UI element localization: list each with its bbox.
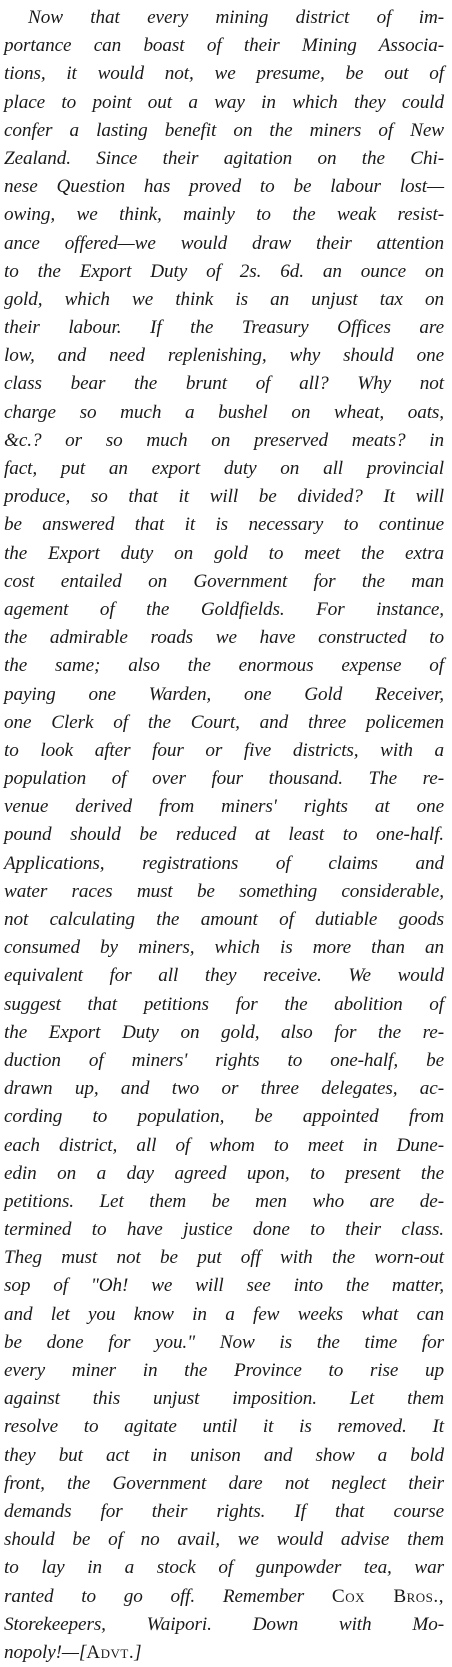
text-line: they but act in unison and show a bold (4, 1444, 444, 1466)
text-line: Zealand. Since their agitation on the Chi- (4, 147, 444, 169)
text-line: place to point out a way in which they could (4, 91, 444, 113)
text-line: nese Question has proved to be labour lost— (4, 176, 444, 198)
text-line: confer a lasting benefit on the miners of New (4, 119, 444, 141)
text-line: paying one Warden, one Gold Receiver, (4, 683, 444, 705)
advt-label: Advt. (86, 1641, 135, 1663)
text-line: termined to have justice done to their class. (4, 1219, 444, 1241)
text-line: demands for their rights. If that course (4, 1500, 444, 1522)
text-line: Now that every mining district of im- (28, 7, 444, 28)
text-line: water races must be something considerable, (4, 880, 444, 902)
text-line: tions, it would not, we presume, be out of (4, 63, 444, 85)
text-line: gold, which we think is an unjust tax on (4, 288, 444, 310)
text-line: duction of miners' rights to one-half, be (4, 1049, 444, 1071)
text-line: to the Export Duty of 2s. 6d. an ounce on (4, 260, 444, 282)
text-line: petitions. Let them be men who are de- (4, 1190, 444, 1212)
remember-text: ranted to go off. Remember (4, 1585, 305, 1607)
text-line: every miner in the Province to rise up (4, 1360, 444, 1381)
text-line: fact, put an export duty on all provincial (4, 458, 444, 479)
text-line: the same; also the enormous expense of (4, 655, 444, 677)
text-line: ance offered—we would draw their attention (4, 232, 444, 254)
text-line: class bear the brunt of all? Why not (4, 373, 444, 395)
advertiser-name: Cox Bros., (331, 1585, 444, 1607)
text-line: Theg must not be put off with the worn-out (4, 1247, 444, 1269)
text-line: be done for you." Now is the time for (4, 1331, 444, 1353)
text-line: owing, we think, mainly to the weak resist- (4, 204, 444, 226)
text-line: cost entailed on Government for the man (4, 570, 444, 592)
text-line: edin on a day agreed upon, to present the (4, 1162, 444, 1184)
text-line: population of over four thousand. The re- (4, 768, 444, 790)
text-line: equivalent for all they receive. We would (4, 965, 444, 987)
advertisement-column (4, 4, 444, 1663)
text-line: suggest that petitions for the abolition of (4, 993, 444, 1015)
text-line: the Export Duty on gold, also for the re- (4, 1021, 444, 1043)
text-line: agement of the Goldfields. For instance, (4, 598, 444, 620)
text-line-closing (4, 1639, 444, 1667)
text-line: Storekeepers, Waipori. Down with Mo- (4, 1613, 444, 1635)
text-line: the admirable roads we have constructed to (4, 627, 444, 649)
text-line: Applications, registrations of claims and (4, 852, 444, 874)
text-line: to look after four or five districts, with a (4, 739, 444, 761)
text-line: to lay in a stock of gunpowder tea, war (4, 1557, 444, 1579)
text-line: each district, all of whom to meet in Dune- (4, 1134, 444, 1156)
text-line: portance can boast of their Mining Associa- (4, 35, 444, 57)
text-line: produce, so that it will be divided? It will (4, 486, 444, 508)
text-line: should be of no avail, we would advise them (4, 1529, 444, 1551)
text-line: cording to population, be appointed from (4, 1106, 444, 1128)
text-line-remember (4, 1583, 444, 1611)
text-line: consumed by miners, which is more than an (4, 937, 444, 959)
text-line: charge so much a bushel on wheat, oats, (4, 401, 444, 423)
text-line: sop of "Oh! we will see into the matter, (4, 1275, 444, 1297)
text-line: front, the Government dare not neglect their (4, 1472, 444, 1494)
text-line: resolve to agitate until it is removed. It (4, 1416, 444, 1438)
closing-bracket: ] (134, 1641, 142, 1663)
text-line: one Clerk of the Court, and three policemen (4, 711, 444, 733)
text-line: be answered that it is necessary to continue (4, 514, 444, 536)
text-line: pound should be reduced at least to one-half. (4, 824, 444, 846)
text-line: against this unjust imposition. Let them (4, 1388, 444, 1410)
text-line: &c.? or so much on preserved meats? in (4, 429, 444, 451)
text-line: the Export duty on gold to meet the extra (4, 542, 444, 564)
text-line: drawn up, and two or three delegates, ac- (4, 1078, 444, 1100)
text-line: not calculating the amount of dutiable goods (4, 909, 444, 930)
text-line: and let you know in a few weeks what can (4, 1303, 444, 1325)
text-line: venue derived from miners' rights at one (4, 796, 444, 818)
closing-text: nopoly!—[ (4, 1641, 87, 1663)
text-line: low, and need replenishing, why should one (4, 345, 444, 367)
text-line: their labour. If the Treasury Offices are (4, 317, 444, 339)
